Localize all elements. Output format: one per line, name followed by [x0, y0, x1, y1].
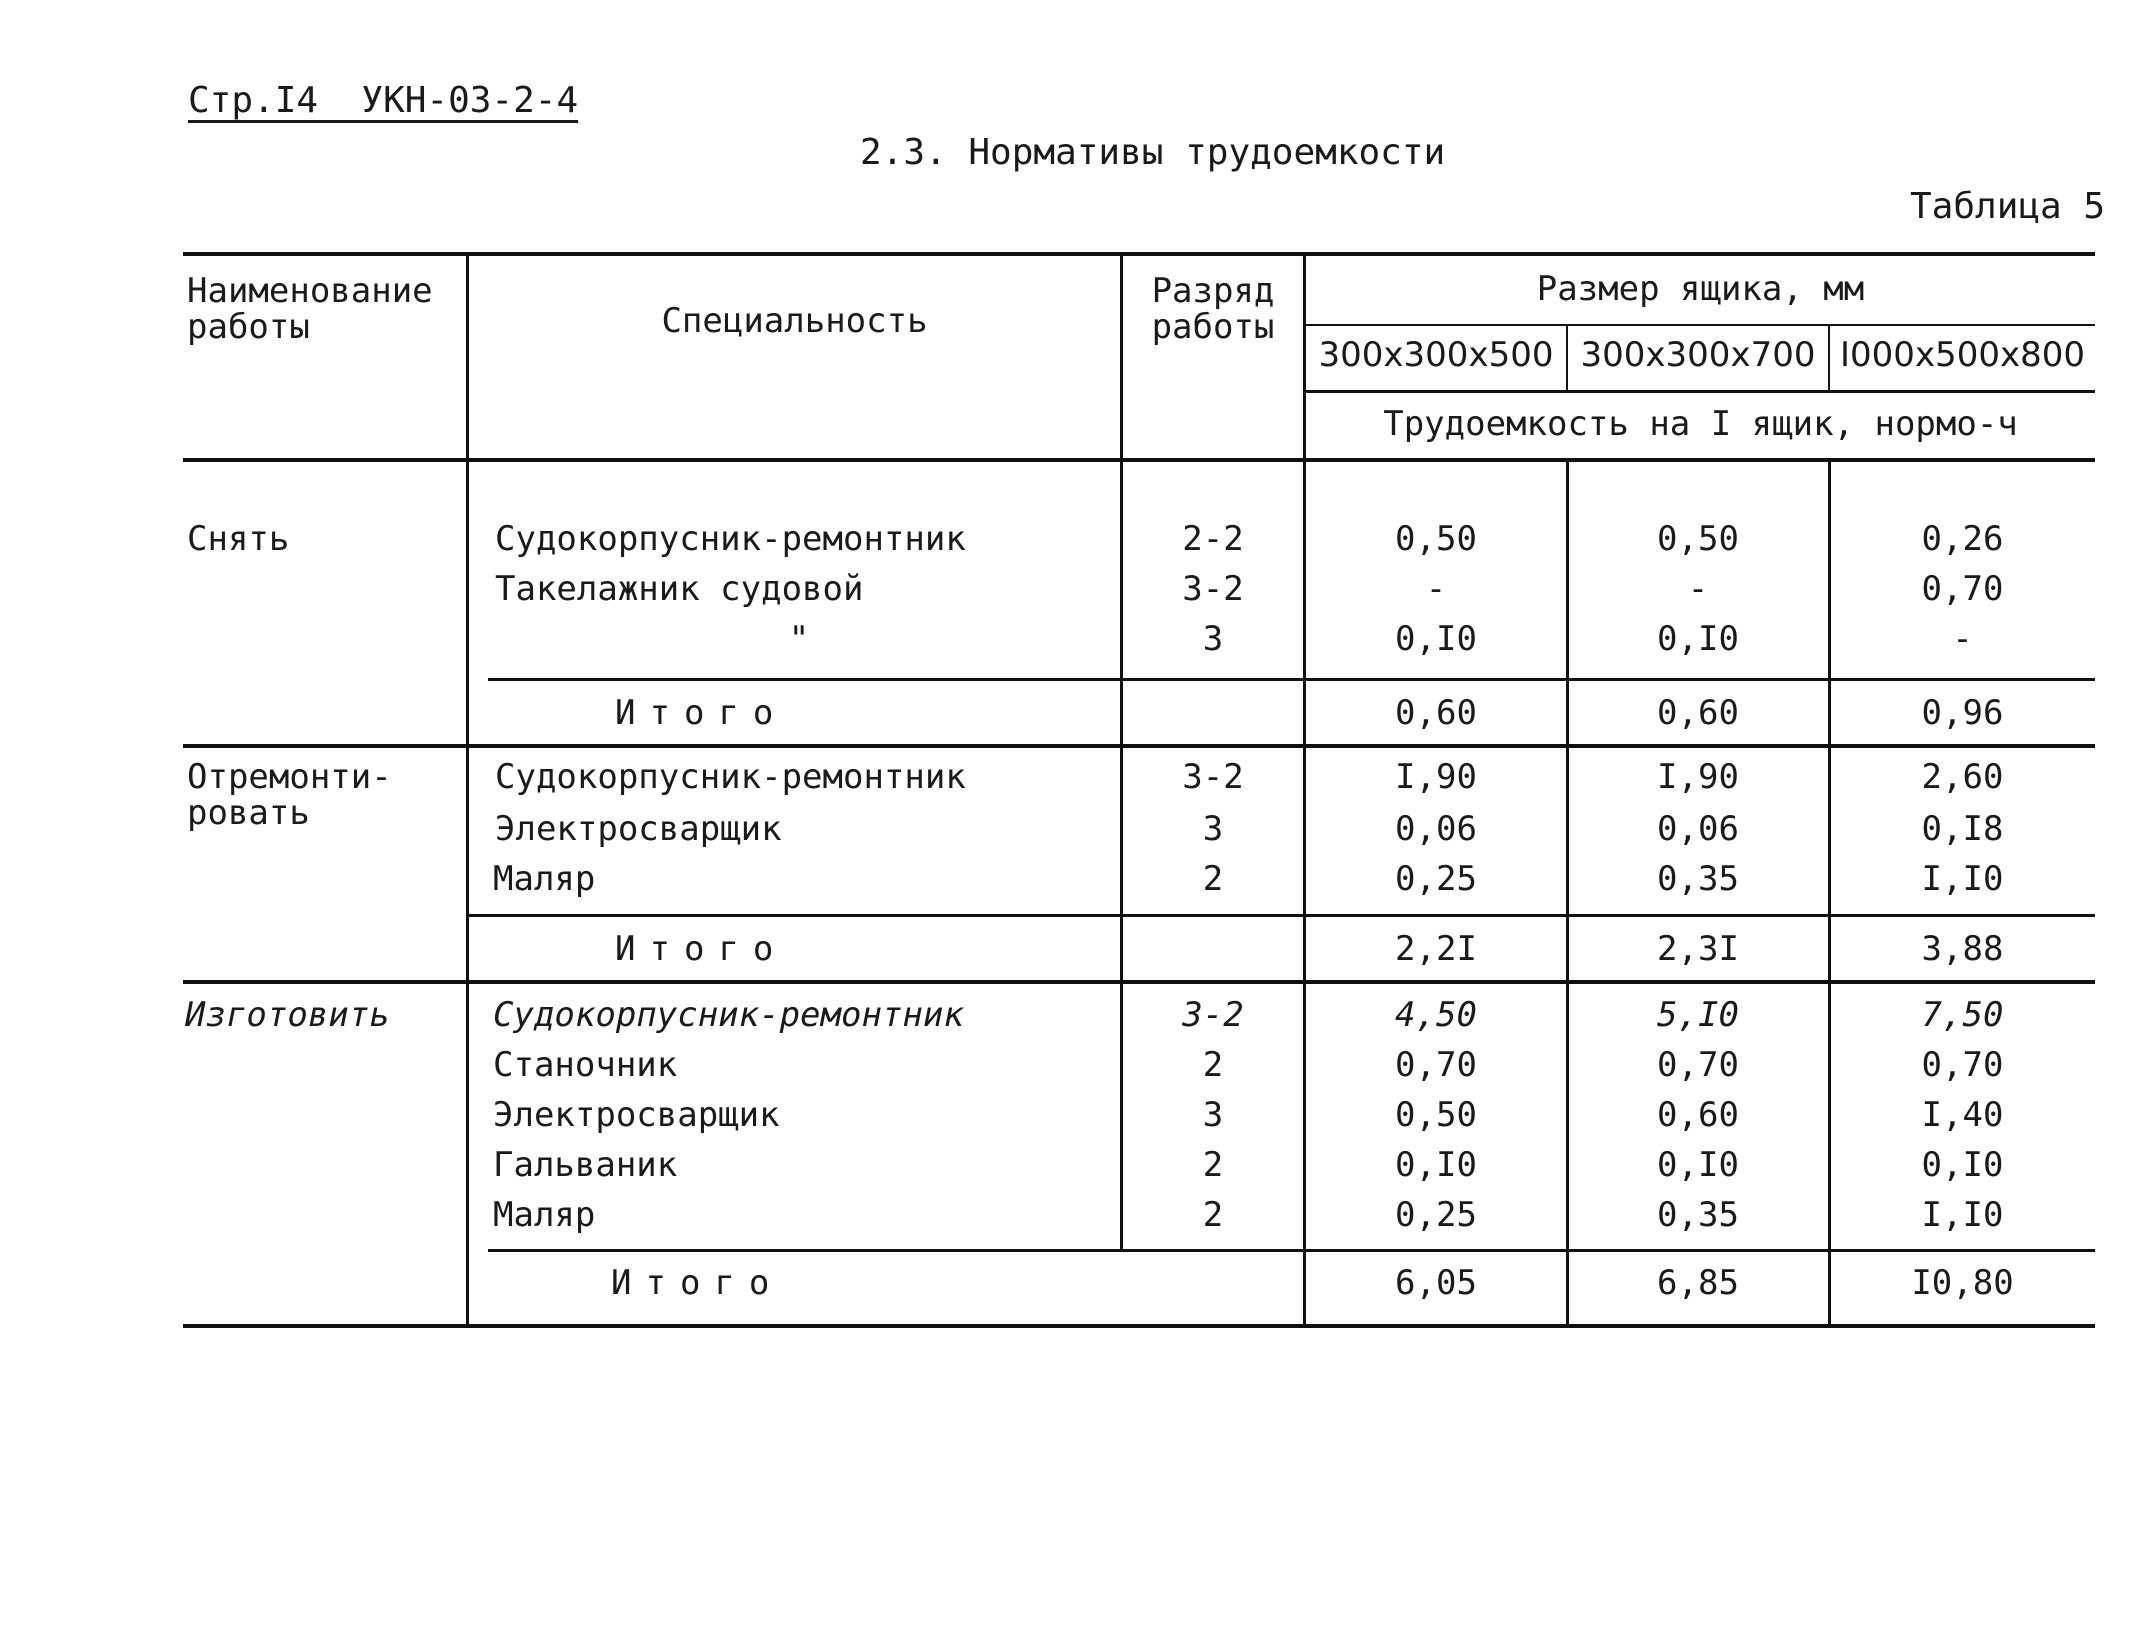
group1-end-rule — [183, 744, 2095, 748]
work-name: Изготовить — [185, 995, 390, 1035]
header-specialty: Специальность — [661, 301, 928, 341]
specialty-cell: Станочник — [493, 1045, 678, 1085]
specialty-cell: Такелажник судовой — [495, 569, 864, 609]
value-cell: 0,25 — [1395, 1195, 1477, 1235]
labor-norms-table — [183, 252, 2095, 1342]
total-cell: 2,3I — [1657, 929, 1739, 969]
grade-cell: 2 — [1202, 1145, 1224, 1185]
grade-cell: 2-2 — [1182, 519, 1244, 559]
value-cell: 0,06 — [1657, 809, 1739, 849]
value-cell: I,40 — [1921, 1095, 2004, 1135]
work-name: Отремонти- ровать — [187, 757, 392, 833]
total-label: Итого — [611, 1263, 784, 1303]
value-cell: 0,I0 — [1395, 1145, 1477, 1185]
specialty-cell: " — [788, 619, 810, 659]
total-cell: 6,05 — [1395, 1263, 1477, 1303]
value-cell: 0,35 — [1657, 859, 1739, 899]
total-cell: 0,60 — [1395, 693, 1477, 733]
value-cell: I,90 — [1395, 757, 1477, 797]
total-cell: 0,96 — [1921, 693, 2004, 733]
value-cell: 0,50 — [1395, 1095, 1477, 1135]
value-cell: - — [1952, 619, 1973, 659]
value-cell: 0,35 — [1657, 1195, 1739, 1235]
table-bottom-rule — [183, 1324, 2095, 1328]
header-bottom-rule — [183, 458, 2095, 462]
specialty-cell: Маляр — [493, 859, 596, 899]
section-title: 2.3. Нормативы трудоемкости — [860, 132, 1446, 173]
grade-cell: 3-2 — [1182, 995, 1244, 1035]
value-cell: I,I0 — [1921, 1195, 2004, 1235]
grade-cell: 3-2 — [1182, 569, 1244, 609]
value-cell: - — [1425, 569, 1447, 609]
value-cell: 0,60 — [1657, 1095, 1739, 1135]
grade-cell: 2 — [1202, 1195, 1224, 1235]
value-cell: 4,50 — [1395, 995, 1477, 1035]
total-cell: 3,88 — [1921, 929, 2004, 969]
work-name: Снять — [187, 519, 290, 559]
specialty-cell: Судокорпусник-ремонтник — [493, 995, 964, 1035]
value-cell: 0,06 — [1395, 809, 1477, 849]
specialty-cell: Электросварщик — [493, 1095, 780, 1135]
value-cell: 0,25 — [1395, 859, 1477, 899]
specialty-cell: Гальваник — [493, 1145, 678, 1185]
value-cell: 0,70 — [1921, 569, 2004, 609]
col-rule-work — [466, 252, 469, 1328]
table-top-rule — [183, 252, 2095, 256]
value-cell: 0,I8 — [1921, 809, 2004, 849]
header-work-name: Наименование работы — [187, 271, 433, 347]
total-cell: 0,60 — [1657, 693, 1739, 733]
value-cell: 0,I0 — [1657, 619, 1739, 659]
header-labor: Трудоемкость на I ящик, нормо-ч — [1383, 404, 2018, 444]
header-size-1: 300x300x500 — [1318, 335, 1554, 375]
value-cell: I,I0 — [1921, 859, 2004, 899]
specialty-cell: Судокорпусник-ремонтник — [495, 757, 966, 797]
grade-cell: 3 — [1202, 1095, 1224, 1135]
total-cell: 6,85 — [1657, 1263, 1739, 1303]
value-cell: - — [1687, 569, 1709, 609]
value-cell: I,90 — [1657, 757, 1739, 797]
value-cell: 0,70 — [1921, 1045, 2004, 1085]
value-cell: 0,70 — [1657, 1045, 1739, 1085]
specialty-cell: Судокорпусник-ремонтник — [495, 519, 966, 559]
total-cell: I0,80 — [1911, 1263, 2014, 1303]
header-size-3: I000x500x800 — [1840, 335, 2085, 375]
group2-subtotal-rule — [466, 914, 2095, 917]
group2-end-rule — [183, 980, 2095, 984]
value-cell: 0,70 — [1395, 1045, 1477, 1085]
total-label: Итого — [615, 929, 788, 969]
value-cell: 0,I0 — [1657, 1145, 1739, 1185]
grade-cell: 2 — [1202, 859, 1224, 899]
grade-cell: 3-2 — [1182, 757, 1244, 797]
labor-row-rule — [1303, 390, 2095, 393]
group1-subtotal-rule — [488, 678, 2095, 681]
value-cell: 0,I0 — [1395, 619, 1477, 659]
value-cell: 0,50 — [1395, 519, 1477, 559]
total-cell: 2,2I — [1395, 929, 1477, 969]
value-cell: 7,50 — [1921, 995, 2004, 1035]
header-grade: Разряд работы — [1151, 271, 1275, 347]
table-label: Таблица 5 — [1910, 186, 2106, 227]
value-cell: 2,60 — [1921, 757, 2004, 797]
page-reference: Стр.I4 УКН-03-2-4 — [188, 80, 579, 121]
value-cell: 0,I0 — [1921, 1145, 2004, 1185]
group3-subtotal-rule — [488, 1249, 2095, 1252]
header-box-size: Размер ящика, мм — [1536, 269, 1865, 309]
value-cell: 0,26 — [1921, 519, 2004, 559]
value-cell: 5,I0 — [1657, 995, 1739, 1035]
total-label: Итого — [615, 693, 788, 733]
grade-cell: 2 — [1202, 1045, 1224, 1085]
value-cell: 0,50 — [1657, 519, 1739, 559]
grade-cell: 3 — [1202, 809, 1224, 849]
header-size-2: 300x300x700 — [1580, 335, 1816, 375]
specialty-cell: Электросварщик — [495, 809, 782, 849]
size-row-rule — [1303, 324, 2095, 326]
specialty-cell: Маляр — [493, 1195, 596, 1235]
grade-cell: 3 — [1202, 619, 1224, 659]
